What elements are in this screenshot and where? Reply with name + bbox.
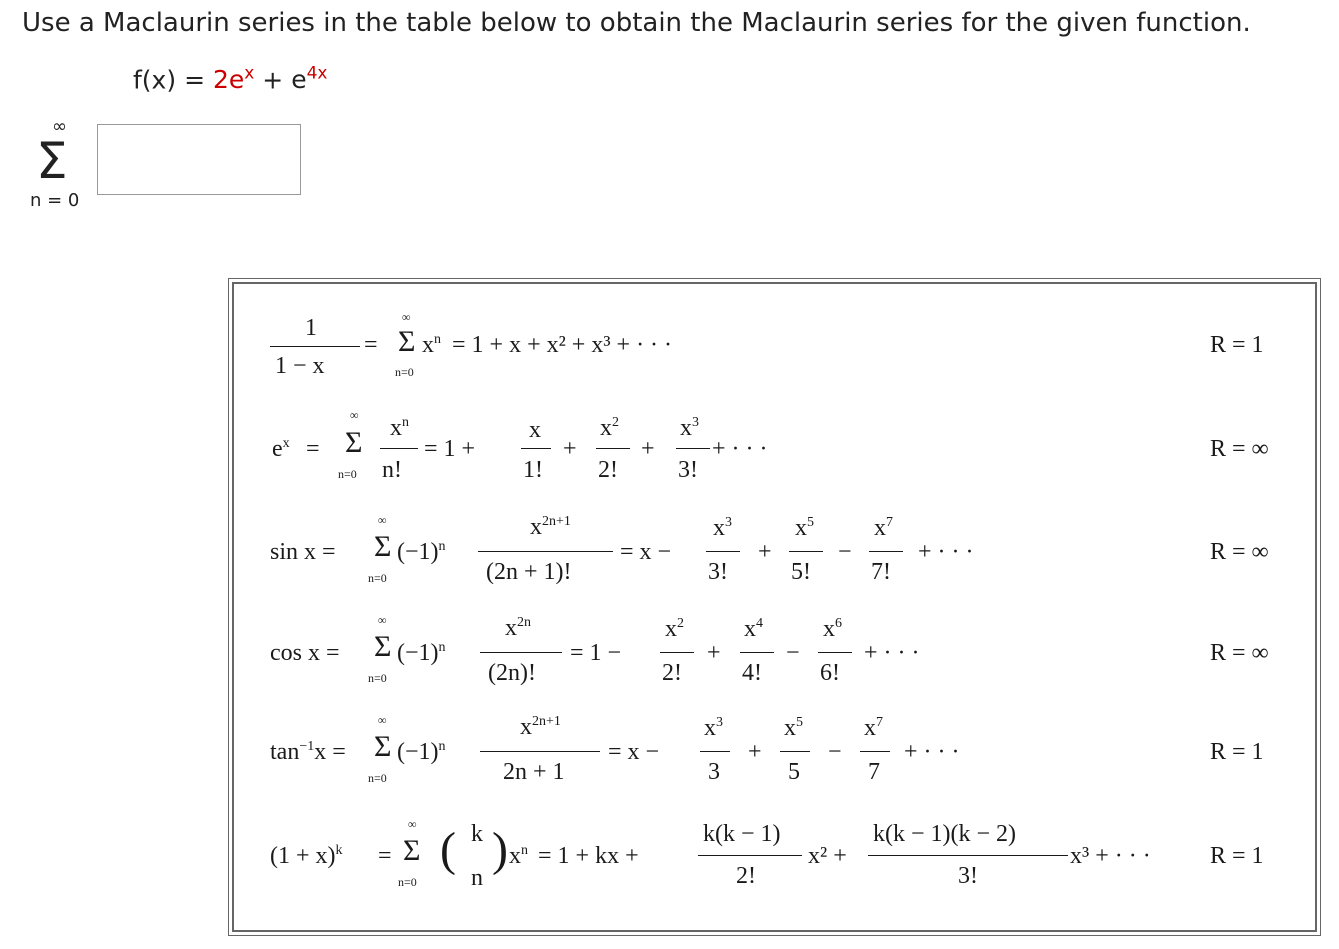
r2-d3: 3! xyxy=(678,457,698,483)
r4-n3: $x^6$ xyxy=(823,616,842,642)
r5-sum-upper: ∞ xyxy=(378,713,387,727)
r5-bar3 xyxy=(860,751,890,752)
r2-num: $x^n$ xyxy=(390,415,409,441)
r5-n2: $x^5$ xyxy=(784,715,803,741)
r1-term: $x^n$ xyxy=(422,332,441,358)
r1-den: 1 − x xyxy=(275,353,325,379)
r2-eq: = xyxy=(306,436,320,462)
answer-input[interactable] xyxy=(97,124,301,195)
r5-num: $x^{2n+1}$ xyxy=(520,714,561,740)
fx-exp-term: $e^{4x}$ xyxy=(291,64,328,95)
r3-d2: 5! xyxy=(791,559,811,585)
r6-sigma: Σ xyxy=(403,834,421,867)
r6-x3: x³ + · · · xyxy=(1070,843,1151,869)
r4-p2: − xyxy=(786,640,800,666)
r2-sigma: Σ xyxy=(345,426,363,459)
r2-p1: + xyxy=(563,436,577,462)
r4-bar3 xyxy=(818,652,852,653)
r2-frac-bar xyxy=(380,448,418,449)
r2-sum-upper: ∞ xyxy=(350,408,359,422)
r1-eq: = xyxy=(364,332,378,358)
r5-frac-bar xyxy=(480,751,600,752)
r3-bar1 xyxy=(706,551,740,552)
r5-tail: + · · · xyxy=(904,739,960,765)
r6-binom-n: n xyxy=(471,865,483,891)
r6-bar1 xyxy=(698,855,802,856)
r6-term: $x^n$ xyxy=(509,843,528,869)
r4-den: (2n)! xyxy=(488,660,536,686)
r5-d3: 7 xyxy=(868,759,880,785)
r4-radius: R = ∞ xyxy=(1210,640,1269,666)
r3-d3: 7! xyxy=(871,559,891,585)
r2-lhs: $e^x$ xyxy=(272,436,290,462)
question-prompt: Use a Maclaurin series in the table below to obtain the Maclaurin series for the given function. xyxy=(22,8,1251,38)
r4-n1: $x^2$ xyxy=(665,616,684,642)
r5-sigma: Σ xyxy=(374,730,392,763)
r5-t0: = x − xyxy=(608,739,660,765)
r4-d2: 4! xyxy=(742,660,762,686)
r1-frac-bar xyxy=(270,346,360,347)
r5-lhs: $\tan^{-1}x$ = xyxy=(270,739,346,765)
fx-eq: = xyxy=(184,65,206,95)
r5-sum-lower: n=0 xyxy=(368,771,387,785)
r2-n2: $x^2$ xyxy=(600,415,619,441)
r2-bar3 xyxy=(676,448,710,449)
r5-bar2 xyxy=(780,751,810,752)
r3-frac-bar xyxy=(478,551,613,552)
r3-d1: 3! xyxy=(708,559,728,585)
r3-bar2 xyxy=(789,551,823,552)
function-definition xyxy=(133,64,327,94)
r6-radius: R = 1 xyxy=(1210,843,1264,869)
r3-lhs: sin x = xyxy=(270,539,336,565)
r3-sigma: Σ xyxy=(374,530,392,563)
r5-p1: + xyxy=(748,739,762,765)
r2-p2: + xyxy=(641,436,655,462)
r2-n1: x xyxy=(529,417,541,443)
r6-right-paren: ) xyxy=(492,823,508,876)
r6-sum-lower: n=0 xyxy=(398,875,417,889)
fx-coef-term: $2e^x$ xyxy=(212,64,255,95)
r6-n1: k(k − 1) xyxy=(703,821,781,847)
answer-sigma: Σ xyxy=(36,132,68,190)
r6-left-paren: ( xyxy=(440,823,456,876)
r1-sum-lower: n=0 xyxy=(395,365,414,379)
r2-den: n! xyxy=(382,457,402,483)
answer-sum-upper: ∞ xyxy=(52,116,67,137)
r4-bar1 xyxy=(660,652,694,653)
r1-radius: R = 1 xyxy=(1210,332,1264,358)
r3-p2: − xyxy=(838,539,852,565)
r4-d3: 6! xyxy=(820,660,840,686)
r5-d2: 5 xyxy=(788,759,800,785)
r6-eq: = xyxy=(378,843,392,869)
r4-n2: $x^4$ xyxy=(744,616,763,642)
r4-bar2 xyxy=(740,652,774,653)
r4-t0: = 1 − xyxy=(570,640,622,666)
r4-num: $x^{2n}$ xyxy=(505,615,531,641)
r4-lhs: cos x = xyxy=(270,640,340,666)
r6-d2: 3! xyxy=(958,863,978,889)
r6-t0: = 1 + kx + xyxy=(538,843,639,869)
r6-n2: k(k − 1)(k − 2) xyxy=(873,821,1017,847)
r1-sum-upper: ∞ xyxy=(402,310,411,324)
r2-tail: + · · · xyxy=(712,436,768,462)
fx-plus: + xyxy=(262,65,284,95)
r5-n1: $x^3$ xyxy=(704,715,723,741)
r3-n1: $x^3$ xyxy=(713,515,732,541)
r3-radius: R = ∞ xyxy=(1210,539,1269,565)
r5-bar1 xyxy=(700,751,730,752)
r5-d1: 3 xyxy=(708,759,720,785)
r3-t0: = x − xyxy=(620,539,672,565)
r4-tail: + · · · xyxy=(864,640,920,666)
r2-bar1 xyxy=(521,448,551,449)
answer-sum-lower: n = 0 xyxy=(30,190,80,211)
r6-lhs: $(1 + x)^k$ xyxy=(270,843,343,869)
r2-bar2 xyxy=(596,448,630,449)
r3-num: $x^{2n+1}$ xyxy=(530,514,571,540)
r4-sum-upper: ∞ xyxy=(378,613,387,627)
r6-bar2 xyxy=(868,855,1068,856)
r3-n2: $x^5$ xyxy=(795,515,814,541)
r3-den: (2n + 1)! xyxy=(486,559,572,585)
r3-p1: + xyxy=(758,539,772,565)
r6-d1: 2! xyxy=(736,863,756,889)
r1-expansion: = 1 + x + x² + x³ + · · · xyxy=(452,332,673,358)
r6-x2: x² + xyxy=(808,843,847,869)
r4-d1: 2! xyxy=(662,660,682,686)
r4-sigma: Σ xyxy=(374,630,392,663)
r3-n3: $x^7$ xyxy=(874,515,893,541)
r2-d1: 1! xyxy=(523,457,543,483)
r3-sign: $(-1)^n$ xyxy=(397,539,446,565)
r4-sum-lower: n=0 xyxy=(368,671,387,685)
r3-bar3 xyxy=(869,551,903,552)
fx-lhs: f(x) xyxy=(133,65,177,95)
r2-t0: = 1 + xyxy=(424,436,476,462)
r5-den: 2n + 1 xyxy=(503,759,565,785)
r4-sign: $(-1)^n$ xyxy=(397,640,446,666)
r2-n3: $x^3$ xyxy=(680,415,699,441)
r5-n3: $x^7$ xyxy=(864,715,883,741)
r1-num: 1 xyxy=(305,315,317,341)
r3-sum-lower: n=0 xyxy=(368,571,387,585)
r3-sum-upper: ∞ xyxy=(378,513,387,527)
r6-sum-upper: ∞ xyxy=(408,817,417,831)
r2-d2: 2! xyxy=(598,457,618,483)
r6-binom-k: k xyxy=(471,821,483,847)
r2-radius: R = ∞ xyxy=(1210,436,1269,462)
r1-sigma: Σ xyxy=(398,325,416,358)
r5-p2: − xyxy=(828,739,842,765)
r3-tail: + · · · xyxy=(918,539,974,565)
r5-sign: $(-1)^n$ xyxy=(397,739,446,765)
r4-p1: + xyxy=(707,640,721,666)
r2-sum-lower: n=0 xyxy=(338,467,357,481)
r4-frac-bar xyxy=(480,652,562,653)
r5-radius: R = 1 xyxy=(1210,739,1264,765)
